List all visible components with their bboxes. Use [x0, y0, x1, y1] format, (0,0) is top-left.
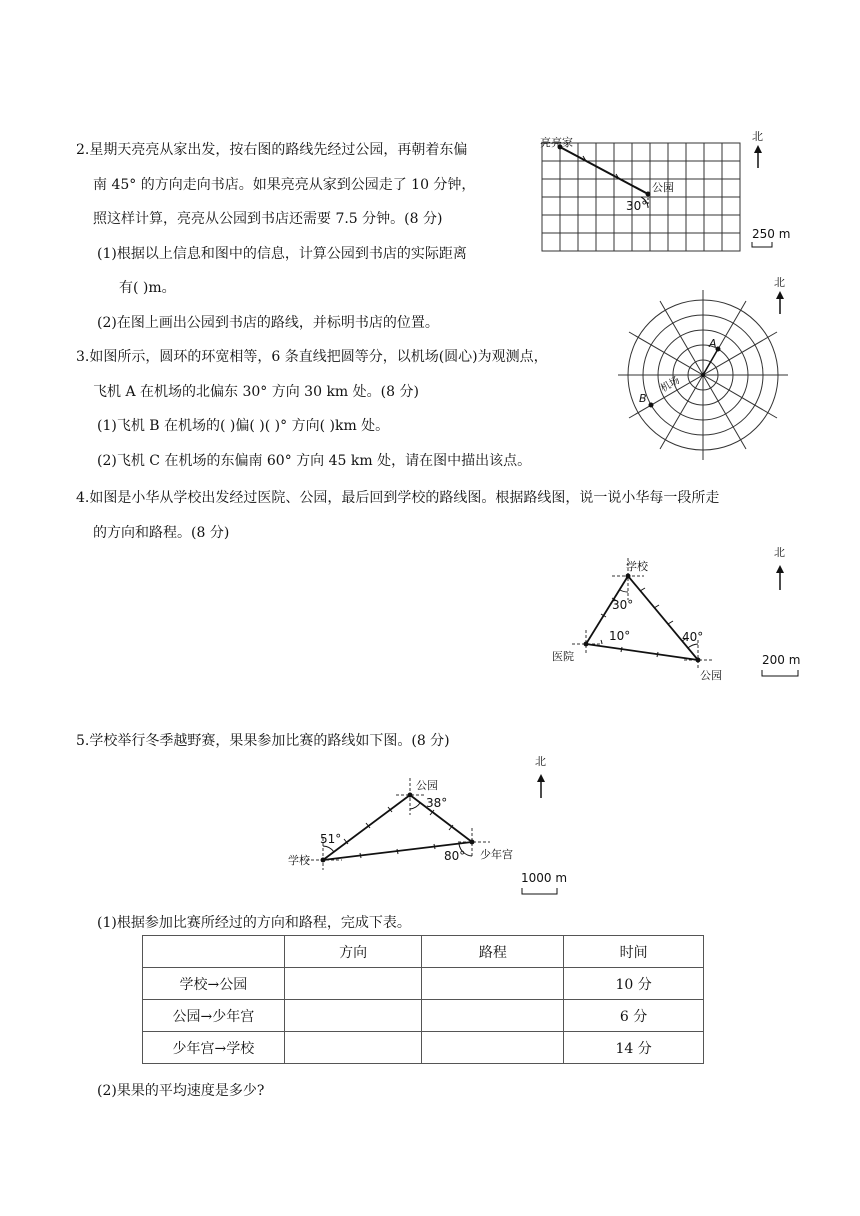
table-row [143, 1000, 704, 1032]
q2-line-2: 南 45° 的方向走向书店。如果亮亮从家到公园走了 10 分钟， [93, 177, 476, 193]
table-cell-route: 学校→公园 [143, 968, 285, 1000]
q5-park-label: 公园 [416, 779, 438, 792]
q4-line-1: 4.如图是小华从学校出发经过医院、公园，最后回到学校的路线图。根据路线图，说一说小华每一段所走 [76, 490, 720, 506]
q3-sub1: (1)飞机 B 在机场的( )偏( )( )° 方向( )km 处。 [97, 418, 390, 434]
table-cell-route: 少年宫→学校 [143, 1032, 285, 1064]
q3-airport-label: 机场 [659, 375, 682, 395]
q5-north-label: 北 [535, 755, 546, 768]
q5-scale-bar [522, 888, 557, 894]
q4-park-label: 公园 [700, 669, 722, 682]
q5-scale-label: 1000 m [521, 871, 568, 885]
table-row [143, 1032, 704, 1064]
q2-sub1-line-1: (1)根据以上信息和图中的信息，计算公园到书店的实际距离 [97, 246, 467, 262]
q4-angle-40: 40° [682, 630, 704, 644]
table-cell-distance-input[interactable] [422, 968, 564, 1000]
q3-line-2: 飞机 A 在机场的北偏东 30° 方向 30 km 处。(8 分) [93, 384, 419, 400]
q2-home-label: 亮亮家 [540, 136, 573, 149]
q5-angle-80: 80° [444, 849, 466, 863]
table-header-distance: 路程 [422, 936, 564, 968]
table-cell-distance-input[interactable] [422, 1000, 564, 1032]
q4-line-2: 的方向和路程。(8 分) [93, 525, 230, 541]
table-cell-distance-input[interactable] [422, 1032, 564, 1064]
q2-angle-label: 30° [626, 199, 648, 213]
table-row [143, 968, 704, 1000]
table-cell-time: 14 分 [564, 1032, 704, 1064]
table-cell-route: 公园→少年宫 [143, 1000, 285, 1032]
q4-scale-label: 200 m [762, 653, 801, 667]
q4-angle-10: 10° [609, 629, 631, 643]
q2-north-label: 北 [752, 130, 763, 143]
q3-label-b: B [639, 392, 647, 405]
table-cell-direction-input[interactable] [284, 1000, 422, 1032]
q5-answer-table [142, 935, 704, 1064]
q2-park-label: 公园 [652, 181, 674, 194]
q4-school-label: 学校 [626, 560, 648, 573]
q5-school-label: 学校 [288, 854, 310, 867]
q2-line-3: 照这样计算，亮亮从公园到书店还需要 7.5 分钟。(8 分) [93, 211, 443, 227]
q4-angle-30: 30° [612, 598, 634, 612]
q3-sub2: (2)飞机 C 在机场的东偏南 60° 方向 45 km 处，请在图中描出该点。 [97, 453, 532, 469]
q5-sub1: (1)根据参加比赛所经过的方向和路程，完成下表。 [97, 915, 411, 931]
table-header-empty [143, 936, 285, 968]
q2-line-1: 2.星期天亮亮从家出发，按右图的路线先经过公园，再朝着东偏 [76, 142, 468, 158]
table-cell-direction-input[interactable] [284, 968, 422, 1000]
table-header-direction: 方向 [284, 936, 422, 968]
table-cell-time: 6 分 [564, 1000, 704, 1032]
q3-label-a: A [709, 337, 717, 350]
table-cell-time: 10 分 [564, 968, 704, 1000]
table-cell-direction-input[interactable] [284, 1032, 422, 1064]
q3-north-label: 北 [774, 276, 785, 289]
q5-palace-label: 少年宫 [480, 848, 513, 861]
q4-north-label: 北 [774, 546, 785, 559]
q5-angle-38: 38° [426, 796, 448, 810]
q5-line-1: 5.学校举行冬季越野赛，果果参加比赛的路线如下图。(8 分) [76, 733, 450, 749]
q2-sub1-line-2: 有( )m。 [119, 280, 176, 296]
q3-line-1: 3.如图所示，圆环的环宽相等，6 条直线把圆等分，以机场(圆心)为观测点， [76, 349, 548, 365]
q5-angle-51: 51° [320, 832, 342, 846]
q4-hospital-label: 医院 [552, 650, 574, 663]
q2-scale-label: 250 m [752, 227, 791, 241]
table-header-time: 时间 [564, 936, 704, 968]
q2-sub2: (2)在图上画出公园到书店的路线，并标明书店的位置。 [97, 315, 439, 331]
q5-sub2: (2)果果的平均速度是多少? [97, 1083, 265, 1099]
table-header-row [143, 936, 704, 968]
